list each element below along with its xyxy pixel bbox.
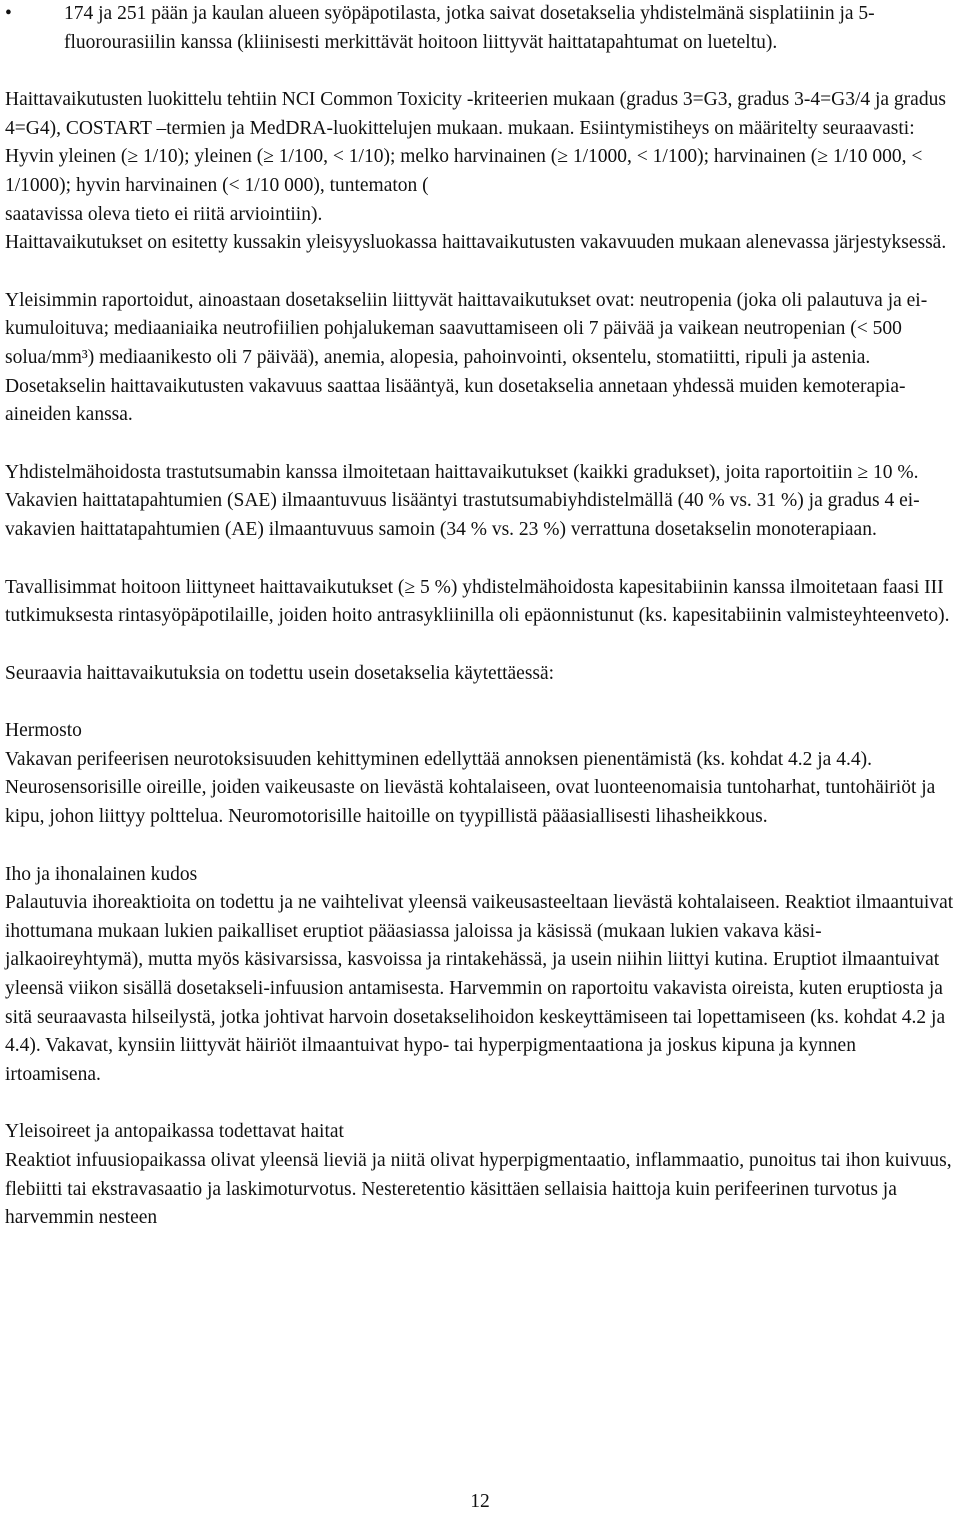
spacer (5, 545, 955, 574)
paragraph-intro-list: Seuraavia haittavaikutuksia on todettu usein dosetakselia käytettäessä: (5, 662, 555, 684)
paragraph-classification: Haittavaikutusten luokittelu tehtiin NCI Common Toxicity -kriteerien mukaan (gradus 3=G3, gradus 3-4=G3/4 ja gradus 4=G4), COSTART –termien ja MedDRA-luokittelujen mukaan. mukaan. Esiintymistiheys on määritelty seuraavasti: Hyvin yleinen (≥ 1/10); yleinen (≥ 1/100, < 1/10); melko harvinainen (≥ 1/1000, < 1/100); harvinainen (≥ 1/10 000, < 1/1000); hyvin harvinainen (< 1/10 000), tuntematon ( (5, 89, 946, 196)
section-text-iho: Palautuvia ihoreaktioita on todettu ja ne vaihtelivat yleensä vaikeusasteeltaan lievästä kohtalaiseen. Reaktiot ilmaantuivat ihottumana mukaan lukien paikalliset eruptiot pääasiassa jaloissa ja käsissä (mukaan lukien vakava käsi-jalkaoireyhtymä), mutta myös käsivarsissa, kasvoissa ja rintakehässä, ja usein niihin liittyi kutina. Eruptiot ilmaantuivat yleensä viikon sisällä dosetakseli-infuusion antamisesta. Harvemmin on raportoitu vakavista oireista, kuten eruptiosta ja sitä seuraavasta hilseilystä, jotka johtivat harvoin dosetakselihoidon keskeyttämiseen tai lopettamiseen (ks. kohdat 4.2 ja 4.4). Vakavat, kynsiin liittyvät häiriöt ilmaantuivat hypo- tai hyperpigmentaationa ja joskus kipuna ja kynnen irtoamisena. (5, 892, 954, 1085)
paragraph-capecitabine: Tavallisimmat hoitoon liittyneet haittavaikutukset (≥ 5 %) yhdistelmähoidosta kapesitabiinin kanssa ilmoitetaan faasi III tutkimuksesta rintasyöpäpotilaille, joiden hoito antrasykliinilla oli epäonnistunut (ks. kapesitabiinin valmisteyhteenveto). (5, 576, 950, 627)
spacer (5, 631, 955, 660)
paragraph-classification-cont: saatavissa oleva tieto ei riitä arviointiin). (5, 203, 323, 225)
paragraph-trastuzumab: Yhdistelmähoidosta trastutsumabin kanssa ilmoitetaan haittavaikutukset (kaikki gradukset), joita raportoitiin ≥ 10 %. Vakavien haittatapahtumien (SAE) ilmaantuvuus lisääntyi trastutsumabiyhdistelmällä (40 % vs. 31 %) ja gradus 4 ei-vakavien haittatapahtumien (AE) ilmaantuvuus samoin (34 % vs. 23 %) verrattuna dosetakselin monoterapiaan. (5, 461, 920, 540)
section-text-yleisoireet: Reaktiot infuusiopaikassa olivat yleensä lieviä ja niitä olivat hyperpigmentaatio, inflammaatio, punoitus tai ihon kuivuus, flebiitti tai ekstravasaatio ja laskimoturvotus. Nesteretentio käsittäen sellaisia haittoja kuin perifeerinen turvotus ja harvemmin nesteen (5, 1150, 952, 1229)
bullet-text: 174 ja 251 pään ja kaulan alueen syöpäpotilasta, jotka saivat dosetakselia yhdistelmänä sisplatiinin ja 5-fluorourasiilin kanssa (kliinisesti merkittävät hoitoon liittyvät haittatapahtumat on lueteltu). (64, 3, 875, 53)
document-page (5, 0, 955, 1233)
section-text-hermosto: Vakavan perifeerisen neurotoksisuuden kehittyminen edellyttää annoksen pienentämistä (ks. kohdat 4.2 ja 4.4). Neurosensorisille oireille, joiden vaikeusaste on lievästä kohtalaiseen, ovat luonteenomaisia tuntoharhat, tuntohäiriöt ja kipu, johon liittyy polttelua. Neuromotorisille haitoille on tyypillistä pääasiallisesti lihasheikkous. (5, 748, 936, 828)
section-heading-iho: Iho ja ihonalainen kudos (5, 863, 198, 885)
spacer (5, 57, 955, 86)
spacer (5, 832, 955, 861)
paragraph-ordering: Haittavaikutukset on esitetty kussakin yleisyysluokassa haittavaikutusten vakavuuden mukaan alenevassa järjestyksessä. (5, 232, 947, 254)
section-heading-hermosto: Hermosto (5, 720, 82, 742)
spacer (5, 430, 955, 459)
page-number: 12 (470, 1491, 490, 1512)
spacer (5, 258, 955, 287)
section-heading-yleisoireet: Yleisoireet ja antopaikassa todettavat haitat (5, 1121, 344, 1143)
bullet-symbol: • (5, 3, 12, 24)
spacer (5, 1089, 955, 1118)
bullet-list-item (5, 0, 955, 57)
paragraph-most-common: Yleisimmin raportoidut, ainoastaan dosetakseliin liittyvät haittavaikutukset ovat: neutropenia (joka oli palautuva ja ei-kumuloituva; mediaaniaika neutrofiilien pohjalukeman saavuttamiseen oli 7 päivää ja vaikean neutropenian (< 500 solua/mm³) mediaanikesto oli 7 päivää), anemia, alopesia, pahoinvointi, oksentelu, stomatiitti, ripuli ja astenia. Dosetakselin haittavaikutusten vakavuus saattaa lisääntyä, kun dosetakselia annetaan yhdessä muiden kemoterapia-aineiden kanssa. (5, 289, 928, 426)
spacer (5, 688, 955, 717)
